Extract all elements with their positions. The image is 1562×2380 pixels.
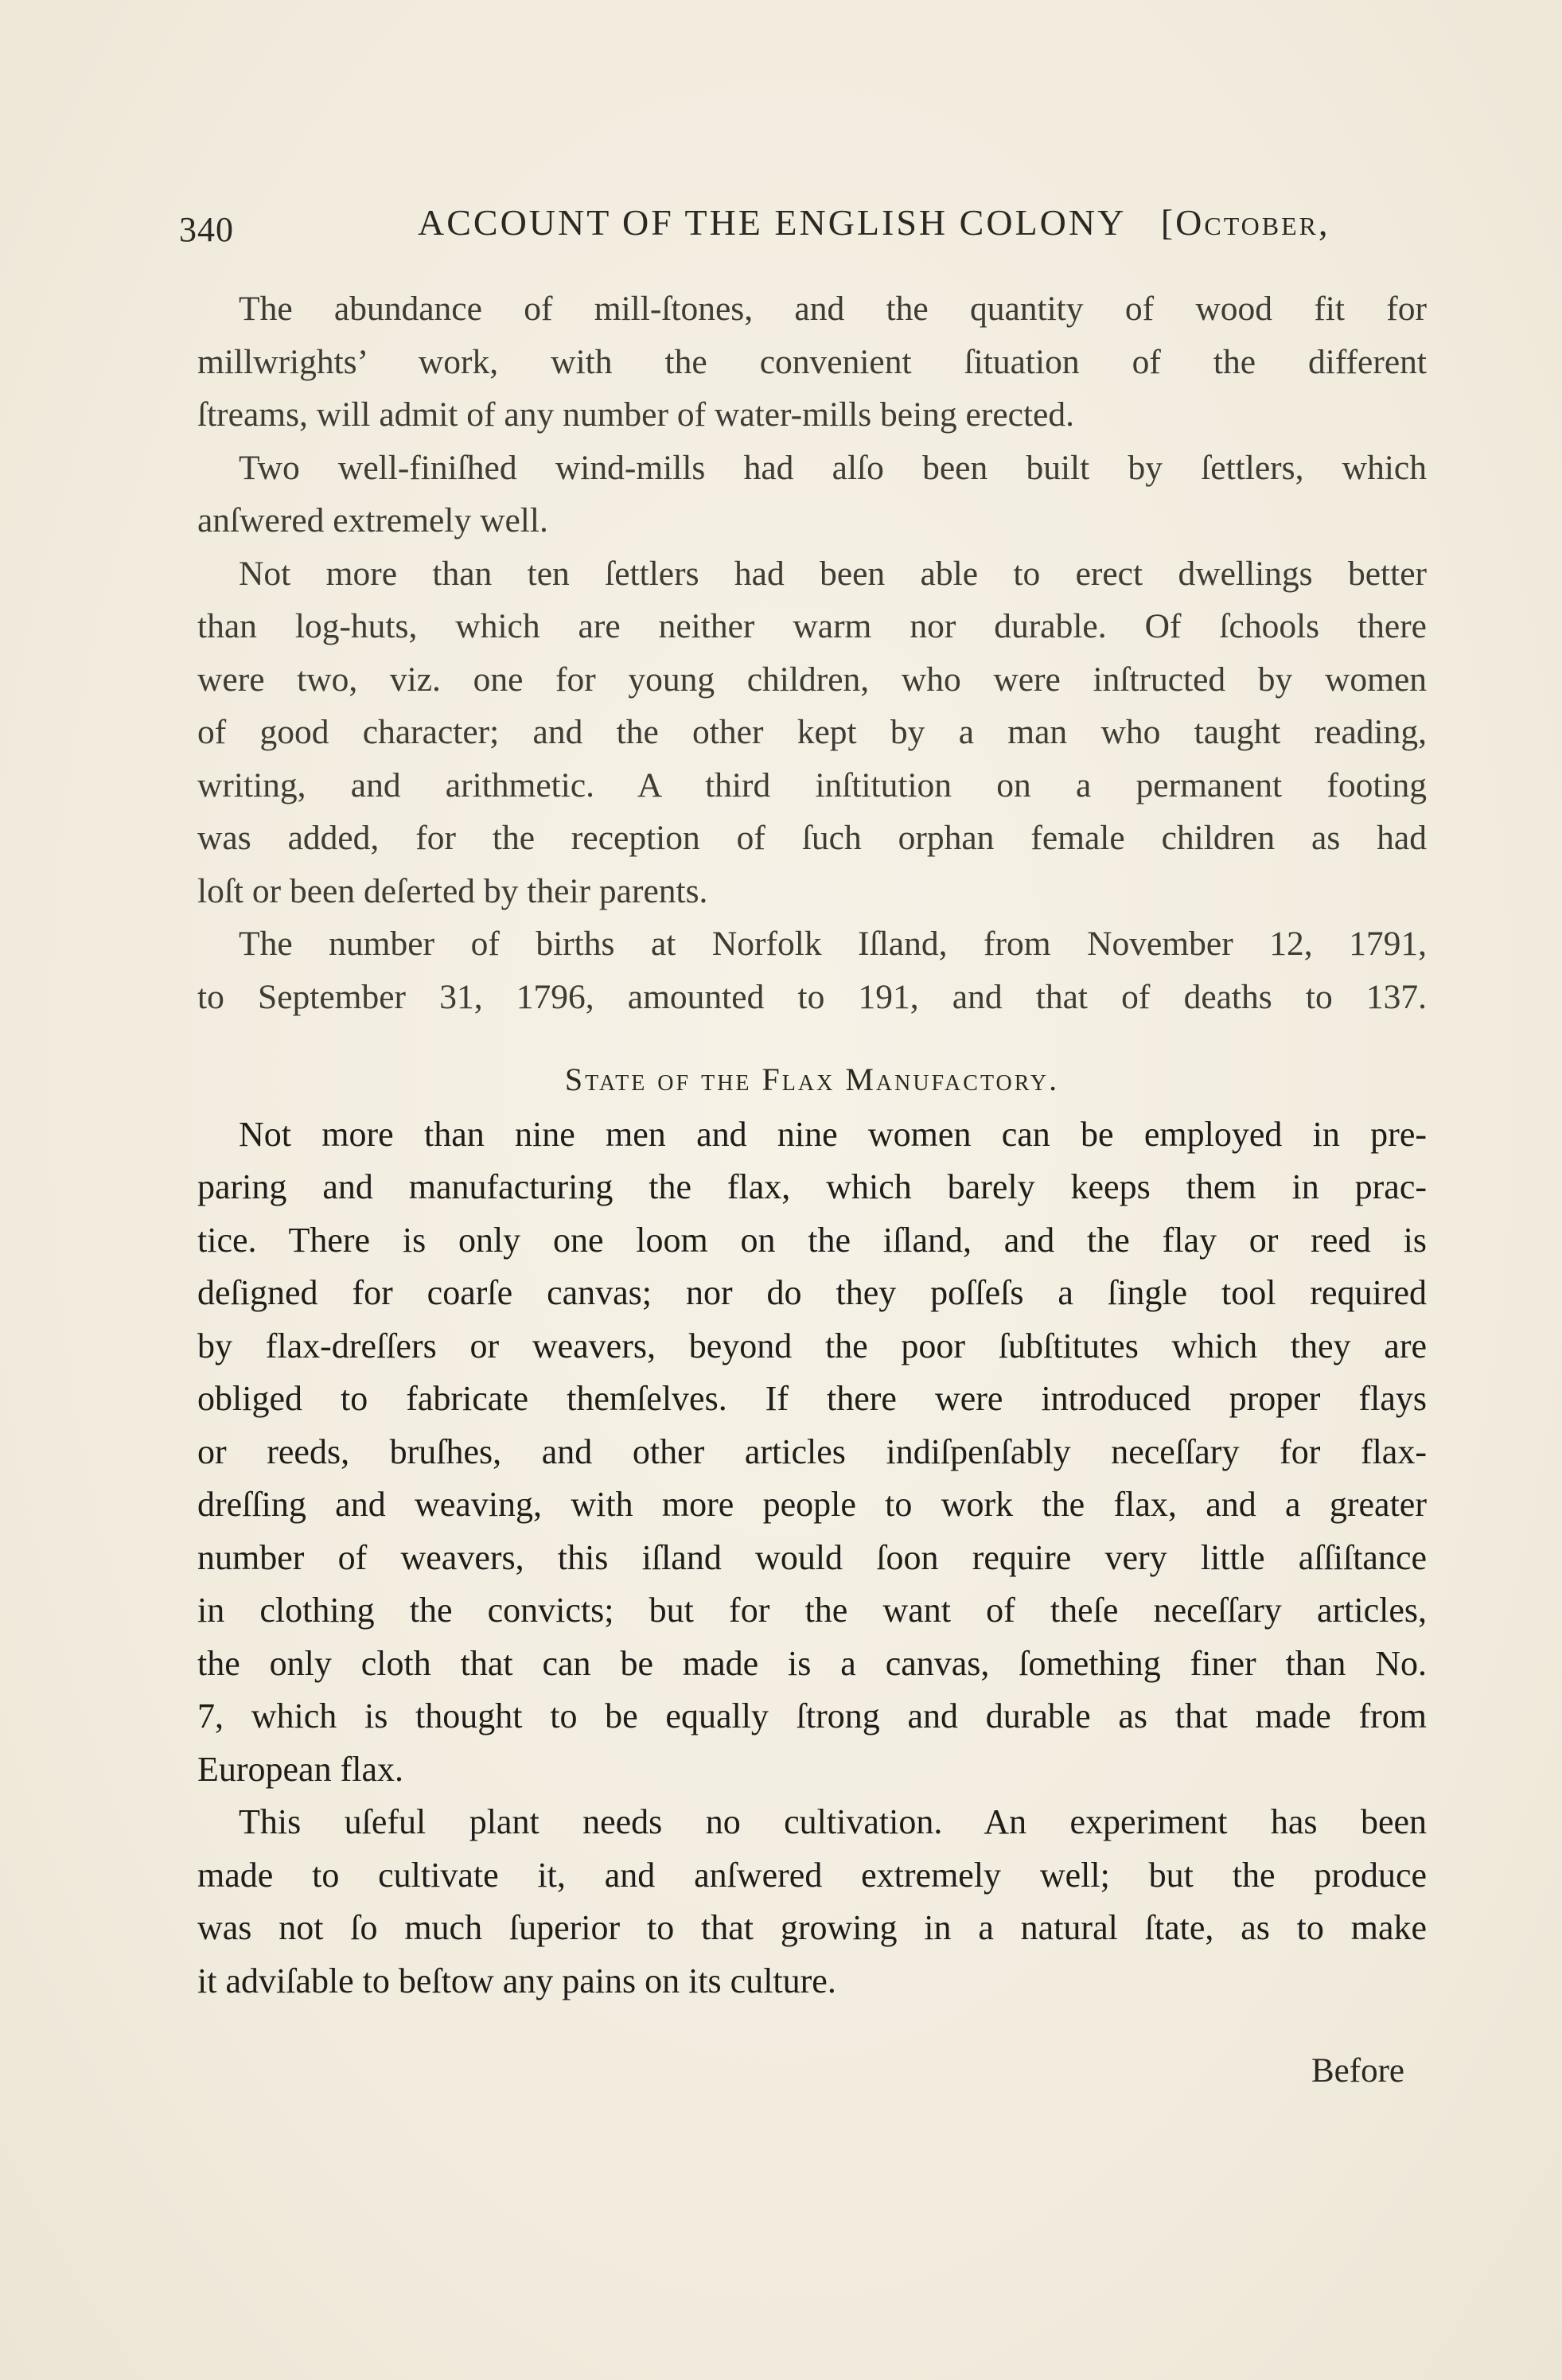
text-line: it adviſable to beſtow any pains on its culture. [197,1961,836,2000]
text-line: by flax-dreſſers or weavers, beyond the poor ſubſtitutes which they are [197,1326,1427,1365]
running-head [418,201,1330,243]
page-number: 340 [179,210,234,249]
text-line: of good character; and the other kept by a man who taught reading, [197,713,1427,751]
text-line: was added, for the reception of ſuch orphan female children as had [197,819,1427,857]
text-line: ſtreams, will admit of any number of water-mills being erected. [197,395,1074,434]
catchword: Before [1311,2052,1404,2090]
text-line: deſigned for coarſe canvas; nor do they poſſeſs a ſingle tool required [197,1273,1427,1312]
text-line: European flax. [197,1749,403,1789]
text-line: 7, which is thought to be equally ſtrong and durable as that made from [197,1696,1427,1735]
text-line: Not more than ten ſettlers had been able to erect dwellings better [239,554,1427,593]
text-line: anſwered extremely well. [197,501,548,539]
text-line: loſt or been deſerted by their parents. [197,871,708,910]
text-line: tice. There is only one loom on the iſland, and the flay or reed is [197,1220,1427,1260]
text-line: in clothing the convicts; but for the want of theſe neceſſary articles, [197,1591,1427,1630]
text-line: were two, viz. one for young children, who were inſtructed by women [197,660,1427,699]
text-line: to September 31, 1796, amounted to 191, and that of deaths to 137. [197,977,1427,1016]
text-line: millwrights’ work, with the convenient ſituation of the different [197,342,1427,381]
text-line: dreſſing and weaving, with more people to work the flax, and a greater [197,1485,1427,1524]
text-line: or reeds, bruſhes, and other articles indiſpenſably neceſſary for flax- [197,1432,1427,1471]
text-line: paring and manufacturing the flax, which barely keeps them in prac- [197,1167,1427,1206]
text-line: writing, and arithmetic. A third inſtitution on a permanent footing [197,765,1427,804]
text-line: Not more than nine men and nine women can be employed in pre- [239,1114,1427,1154]
running-head-month: [October, [1160,202,1330,243]
section-heading: State of the Flax Manufactory. [564,1061,1060,1097]
running-head-title: ACCOUNT OF THE ENGLISH COLONY [418,202,1127,243]
page-header [179,195,1432,251]
text-line: Two well-finiſhed wind-mills had alſo been built by ſettlers, which [239,448,1427,487]
text-line: The abundance of mill-ſtones, and the quantity of wood fit for [239,290,1427,328]
text-line: This uſeful plant needs no cultivation. An experiment has been [239,1802,1427,1841]
text-line: made to cultivate it, and anſwered extremely well; but the produce [197,1855,1427,1895]
body-text [197,282,1427,2008]
text-line: the only cloth that can be made is a canvas, ſomething finer than No. [197,1643,1427,1683]
text-line: obliged to fabricate themſelves. If there were introduced proper flays [197,1379,1427,1418]
text-line: than log-huts, which are neither warm nor durable. Of ſchools there [197,607,1427,645]
text-line: The number of births at Norfolk Iſland, from November 12, 1791, [239,925,1427,963]
text-line: number of weavers, this iſland would ſoon require very little aſſiſtance [197,1537,1427,1577]
text-line: was not ſo much ſuperior to that growing in a natural ſtate, as to make [197,1908,1427,1947]
